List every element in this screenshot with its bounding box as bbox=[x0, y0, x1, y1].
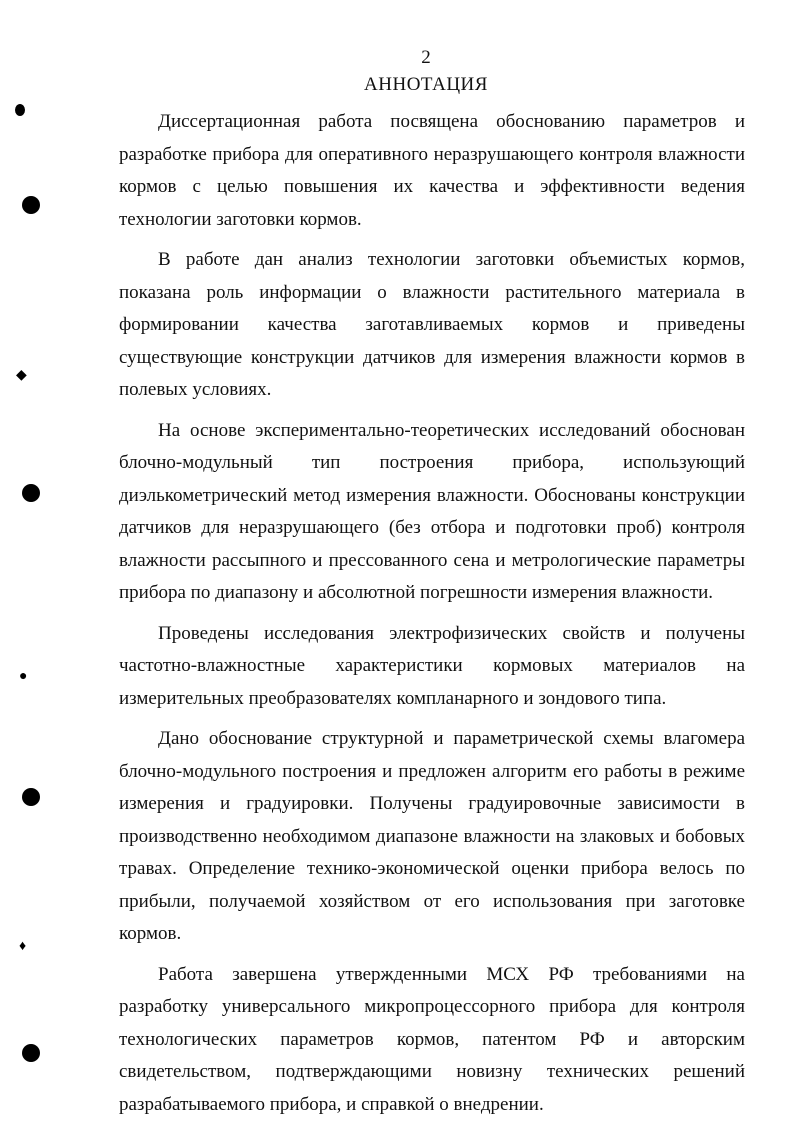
paragraph-4: Проведены исследования электрофизических свойств и получены частотно-влажностные характеристики кормовых материалов на измерительных преобразователях компланарного и зондового типа. bbox=[119, 622, 745, 709]
paragraph-2: В работе дан анализ технологии заготовки объемистых кормов, показана роль информации о влажности растительного материала в формировании качества заготавливаемых кормов и приведены существующие конструкции датчиков для измерения влажности кормов в полевых условиях. bbox=[119, 249, 745, 400]
paragraph-5: Дано обоснование структурной и параметрической схемы влагомера блочно-модульного построения и предложен алгоритм его работы в режиме измерения и градуировки. Получены градуировочные зависимости в производственно необходимом диапазоне влажности на злаковых и бобовых травах. Определение технико-экономической оценки прибора велось по прибыли, получаемой хозяйством от его использования при заготовке кормов. bbox=[119, 728, 745, 944]
binder-hole-mark: ● bbox=[19, 669, 28, 684]
paragraph-1: Диссертационная работа посвящена обоснованию параметров и разработке прибора для оперативного неразрушающего контроля влажности кормов с целью повышения их качества и эффективности ведения технологии заготовки кормов. bbox=[119, 111, 745, 230]
binder-hole-mark: ◆ bbox=[16, 368, 27, 383]
binder-hole-mark bbox=[22, 1044, 40, 1062]
paragraph-6: Работа завершена утвержденными МСХ РФ требованиями на разработку универсального микропроцессорного прибора для контроля технологических параметров кормов, патентом РФ и авторским свидетельством, подтверждающими новизну технических решений разрабатываемого прибора, и справкой о внедрении. bbox=[119, 963, 745, 1115]
paragraph-3: На основе экспериментально-теоретических исследований обоснован блочно-модульный тип построения прибора, использующий диэлькометрический метод измерения влажности. Обоснованы конструкции датчиков для неразрушающего (без отбора и подготовки проб) контроля влажности рассыпного и прессованного сена и метрологические параметры прибора по диапазону и абсолютной погрешности измерения влажности. bbox=[119, 419, 745, 603]
binder-hole-mark bbox=[22, 788, 40, 806]
document-body bbox=[119, 106, 745, 1129]
binder-hole-mark: ♦ bbox=[19, 939, 27, 954]
binder-hole-mark bbox=[22, 196, 40, 214]
page-number: 2 bbox=[421, 47, 431, 68]
binder-hole-mark bbox=[22, 484, 40, 502]
binder-hole-mark bbox=[15, 104, 25, 116]
page-title: АННОТАЦИЯ bbox=[364, 74, 488, 95]
